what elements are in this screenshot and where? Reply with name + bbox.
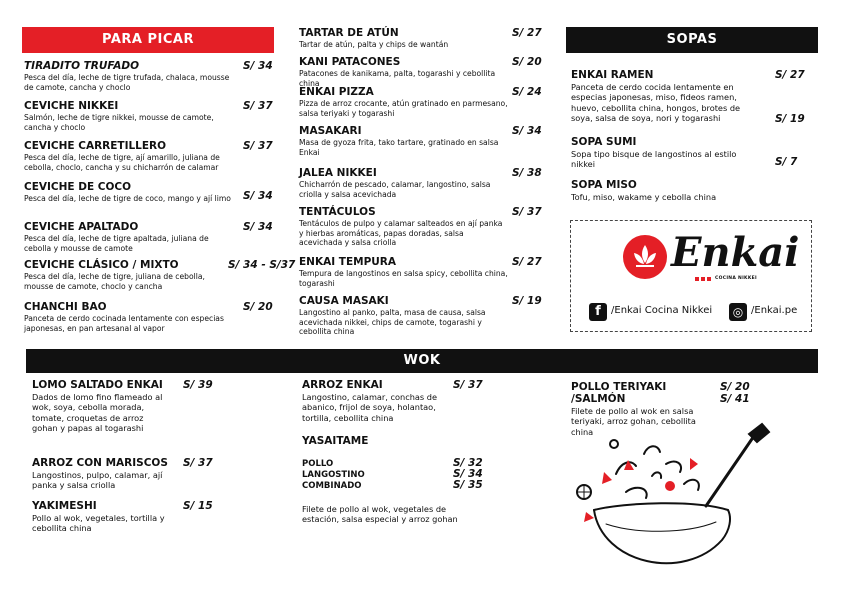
option-price: S/ 35 (453, 479, 483, 491)
menu-item (24, 181, 234, 204)
item-name: ENKAI PIZZA (299, 86, 374, 98)
item-desc: Langostino al panko, palta, masa de causa, salsa acevichada nikkei, chips de camote, togarashi y cebollita china (299, 308, 486, 337)
section-header-sopas: SOPAS (566, 27, 818, 53)
menu-item (299, 125, 509, 157)
item-desc: Chicharrón de pescado, calamar, langostino, salsa criolla y salsa acevichada (299, 180, 491, 199)
item-name: ENKAI TEMPURA (299, 256, 397, 268)
brand-name: Enkai (671, 229, 800, 276)
menu-item (24, 259, 234, 291)
item-price: S/ 38 (512, 167, 542, 179)
menu-item (302, 379, 452, 423)
item-price: S/ 20 (720, 381, 750, 393)
item-desc: Salmón, leche de tigre nikkei, mousse de camote, cancha y choclo (24, 113, 214, 132)
item-name: TIRADITO TRUFADO (24, 60, 140, 72)
item-price: S/ 34 (243, 190, 273, 202)
option-price: S/ 32 (453, 457, 483, 469)
item-price: S/ 27 (512, 256, 542, 268)
menu-item (24, 100, 234, 132)
wok-illustration-icon (566, 414, 786, 584)
item-desc: Pesca del día, leche de tigre apaltada, juliana de cebolla y mousse de camote (24, 234, 209, 253)
facebook-icon[interactable]: f (589, 303, 607, 321)
menu-item (299, 295, 509, 337)
item-desc: Panceta de cerdo cocida lentamente en especias japonesas, miso, fideos ramen, huevo, cebollita china, hongos, brotes de soya, salsa de soya, nori y togarashi (571, 82, 741, 124)
menu-item (299, 86, 509, 118)
item-name: CEVICHE APALTADO (24, 221, 139, 233)
item-desc: Tartar de atún, palta y chips de wantán (299, 40, 449, 49)
item-price: S/ 37 (243, 100, 273, 112)
menu-item (24, 60, 234, 92)
item-name: YAKIMESHI (32, 500, 97, 512)
item-price: S/ 37 (512, 206, 542, 218)
option-price: S/ 34 (453, 468, 483, 480)
menu-item (32, 500, 172, 534)
item-price: S/ 37 (243, 140, 273, 152)
item-price: S/ 7 (775, 156, 798, 168)
item-desc: Tentáculos de pulpo y calamar salteados en ají panka y hierbas aromáticas, papas doradas, salsa acevichada y salsa criolla (299, 219, 503, 248)
option-label: COMBINADO (302, 481, 362, 491)
menu-item (302, 503, 462, 525)
section-header-wok: WOK (26, 349, 818, 373)
menu-item (24, 221, 234, 253)
item-price: S/ 20 (243, 301, 273, 313)
facebook-link[interactable]: /Enkai Cocina Nikkei (611, 305, 713, 316)
menu-item (571, 136, 761, 170)
item-desc: Pizza de arroz crocante, atún gratinado en parmesano, salsa teriyaki y togarashi (299, 99, 508, 118)
item-price: S/ 24 (512, 86, 542, 98)
yasaitame-heading: YASAITAME (302, 435, 369, 447)
option-label: POLLO (302, 459, 334, 469)
item-name: MASAKARI (299, 125, 362, 137)
item-price: S/ 41 (720, 393, 750, 405)
item-price: S/ 34 (243, 221, 273, 233)
menu-item (32, 379, 170, 434)
menu-item (571, 69, 761, 124)
item-name: CEVICHE CLÁSICO / MIXTO (24, 259, 179, 271)
item-name: ENKAI RAMEN (571, 69, 654, 81)
item-price: S/ 20 (512, 56, 542, 68)
item-name: SOPA MISO (571, 179, 637, 191)
item-price: S/ 19 (775, 113, 805, 125)
item-name: JALEA NIKKEI (299, 167, 377, 179)
item-name: CEVICHE DE COCO (24, 181, 132, 193)
item-desc: Filete de pollo al wok, vegetales de estación, salsa especial y arroz gohan (302, 504, 458, 525)
item-price: S/ 34 (243, 60, 273, 72)
item-price: S/ 27 (775, 69, 805, 81)
item-name: TENTÁCULOS (299, 206, 376, 218)
item-desc: Pesca del día, leche de tigre, ají amarillo, juliana de cebolla, choclo, cancha y su chicharrón de calamar (24, 153, 220, 172)
menu-item (571, 179, 761, 202)
menu-item (299, 27, 507, 50)
item-name: ARROZ CON MARISCOS (32, 457, 168, 469)
item-name: TARTAR DE ATÚN (299, 27, 399, 39)
menu-item (299, 206, 509, 248)
item-name: POLLO TERIYAKI (571, 381, 667, 393)
lotus-logo-icon (621, 233, 669, 281)
item-desc: Panceta de cerdo cocinada lentamente con especias japonesas, en pan artesanal al vapor (24, 314, 224, 333)
item-price: S/ 15 (183, 500, 213, 512)
menu-item (299, 256, 509, 288)
instagram-link[interactable]: /Enkai.pe (751, 305, 798, 316)
instagram-icon[interactable]: ◎ (729, 303, 747, 321)
item-desc: Patacones de kanikama, palta, togarashi y cebollita china (299, 69, 496, 88)
brand-tagline: COCINA NIKKEI (715, 276, 757, 281)
item-name: KANI PATACONES (299, 56, 401, 68)
item-desc: Langostino, calamar, conchas de abanico, frijol de soya, holantao, tortilla, cebollita china (302, 392, 438, 423)
item-desc: Langostinos, pulpo, calamar, ají panka y salsa criolla (32, 470, 163, 491)
item-name: ARROZ ENKAI (302, 379, 383, 391)
item-desc: Pollo al wok, vegetales, tortilla y cebollita china (32, 513, 165, 534)
brand-dots (695, 277, 711, 281)
item-price: S/ 37 (453, 379, 483, 391)
item-desc: Tempura de langostinos en salsa spicy, cebollita china, togarashi (299, 269, 508, 288)
section-header-para-picar: PARA PICAR (22, 27, 274, 53)
item-name: LOMO SALTADO ENKAI (32, 379, 163, 391)
item-name: /SALMÓN (571, 393, 626, 405)
item-price: S/ 27 (512, 27, 542, 39)
item-price: S/ 34 (512, 125, 542, 137)
menu-item (24, 140, 234, 172)
item-name: CHANCHI BAO (24, 301, 107, 313)
item-desc: Masa de gyoza frita, tako tartare, gratinado en salsa Enkai (299, 138, 499, 157)
item-desc: Pesca del día, leche de tigre, juliana de cebolla, mousse de camote, choclo y cancha (24, 272, 205, 291)
item-desc: Sopa tipo bisque de langostinos al estilo nikkei (571, 149, 737, 170)
brand-box (570, 220, 812, 332)
menu-item (24, 301, 234, 333)
item-name: SOPA SUMI (571, 136, 637, 148)
item-desc: Filete de pollo al wok en salsa teriyaki, arroz gohan, cebollita china (571, 406, 696, 437)
menu-item (299, 56, 509, 88)
item-price: S/ 19 (512, 295, 542, 307)
item-price: S/ 37 (183, 457, 213, 469)
option-label: LANGOSTINO (302, 470, 365, 480)
item-price: S/ 39 (183, 379, 213, 391)
item-desc: Dados de lomo fino flameado al wok, soya, cebolla morada, tomate, croquetas de arroz gohan y papas al togarashi (32, 392, 163, 434)
item-name: CEVICHE CARRETILLERO (24, 140, 167, 152)
item-desc: Pesca del día, leche de tigre trufada, chalaca, mousse de camote, cancha y choclo (24, 73, 230, 92)
item-desc: Pesca del día, leche de tigre de coco, mango y ají limo (24, 194, 231, 203)
menu-item (32, 457, 172, 491)
item-desc: Tofu, miso, wakame y cebolla china (571, 192, 717, 202)
item-price: S/ 34 - S/37 (228, 259, 296, 271)
item-name: CAUSA MASAKI (299, 295, 389, 307)
menu-item (299, 167, 509, 199)
item-name: CEVICHE NIKKEI (24, 100, 119, 112)
